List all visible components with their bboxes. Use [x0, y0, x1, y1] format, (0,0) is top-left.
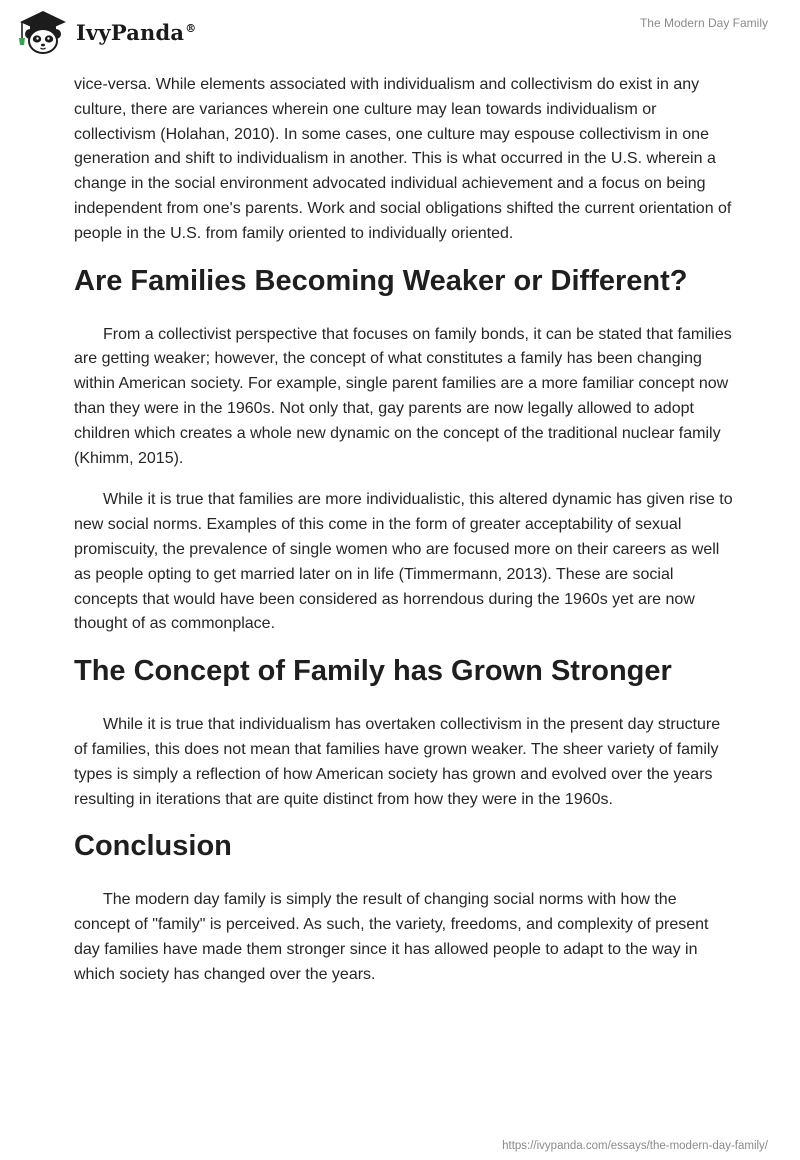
paragraph: The modern day family is simply the result of changing social norms with how the concept of "family" is perceived. As such, the variety, freedoms, and complexity of present day families have made them stronger since it has allowed people to adapt to the way in which society has changed over the years. — [74, 891, 709, 983]
source-url[interactable]: https://ivypanda.com/essays/the-modern-day-family/ — [502, 1140, 768, 1152]
heading-conclusion: Conclusion — [74, 830, 232, 863]
paragraph: From a collectivist perspective that focuses on family bonds, it can be stated that families are getting weaker; however, the concept of what constitutes a family has been changing within American society. For example, single parent families are a more familiar concept now than they were in the 1960s. Not only that, gay parents are now legally allowed to adopt children which creates a whole new dynamic on the concept of the traditional nuclear family (Khimm, 2015). — [74, 325, 732, 467]
heading-concept-of-family: The Concept of Family has Grown Stronger — [74, 655, 672, 688]
ivypanda-logo[interactable] — [16, 8, 196, 56]
trademark-symbol: ® — [185, 21, 197, 35]
paragraph-continued: vice-versa. While elements associated with individualism and collectivism do exist in any culture, there are variances wherein one culture may lean towards individualism or collectivism (Holahan, 2010). In some cases, one culture may espouse collectivism in one generation and shift to individualism in another. This is what occurred in the U.S. wherein a change in the social environment advocated individual achievement and a focus on being independent from one's parents. Work and social obligations shifted the current orientation of people in the U.S. from family oriented to individually oriented. — [74, 76, 732, 242]
essay-content — [74, 73, 734, 1005]
document-title: The Modern Day Family — [639, 16, 768, 30]
panda-graduate-icon — [16, 8, 70, 56]
page-header — [0, 0, 800, 70]
brand-name: IvyPanda® — [76, 19, 197, 45]
paragraph: While it is true that individualism has overtaken collectivism in the present day structure of families, this does not mean that families have grown weaker. The sheer variety of family types is simply a reflection of how American society has grown and evolved over the years resulting in iterations that are quite distinct from how they were in the 1960s. — [74, 716, 721, 808]
paragraph: While it is true that families are more individualistic, this altered dynamic has given rise to new social norms. Examples of this come in the form of greater acceptability of sexual promiscuity, the prevalence of single women who are focused more on their careers as well as people opting to get married later on in life (Timmermann, 2013). These are social concepts that would have been considered as horrendous during the 1960s yet are now thought of as commonplace. — [74, 491, 733, 633]
heading-families-weaker-or-different: Are Families Becoming Weaker or Different? — [74, 264, 688, 297]
